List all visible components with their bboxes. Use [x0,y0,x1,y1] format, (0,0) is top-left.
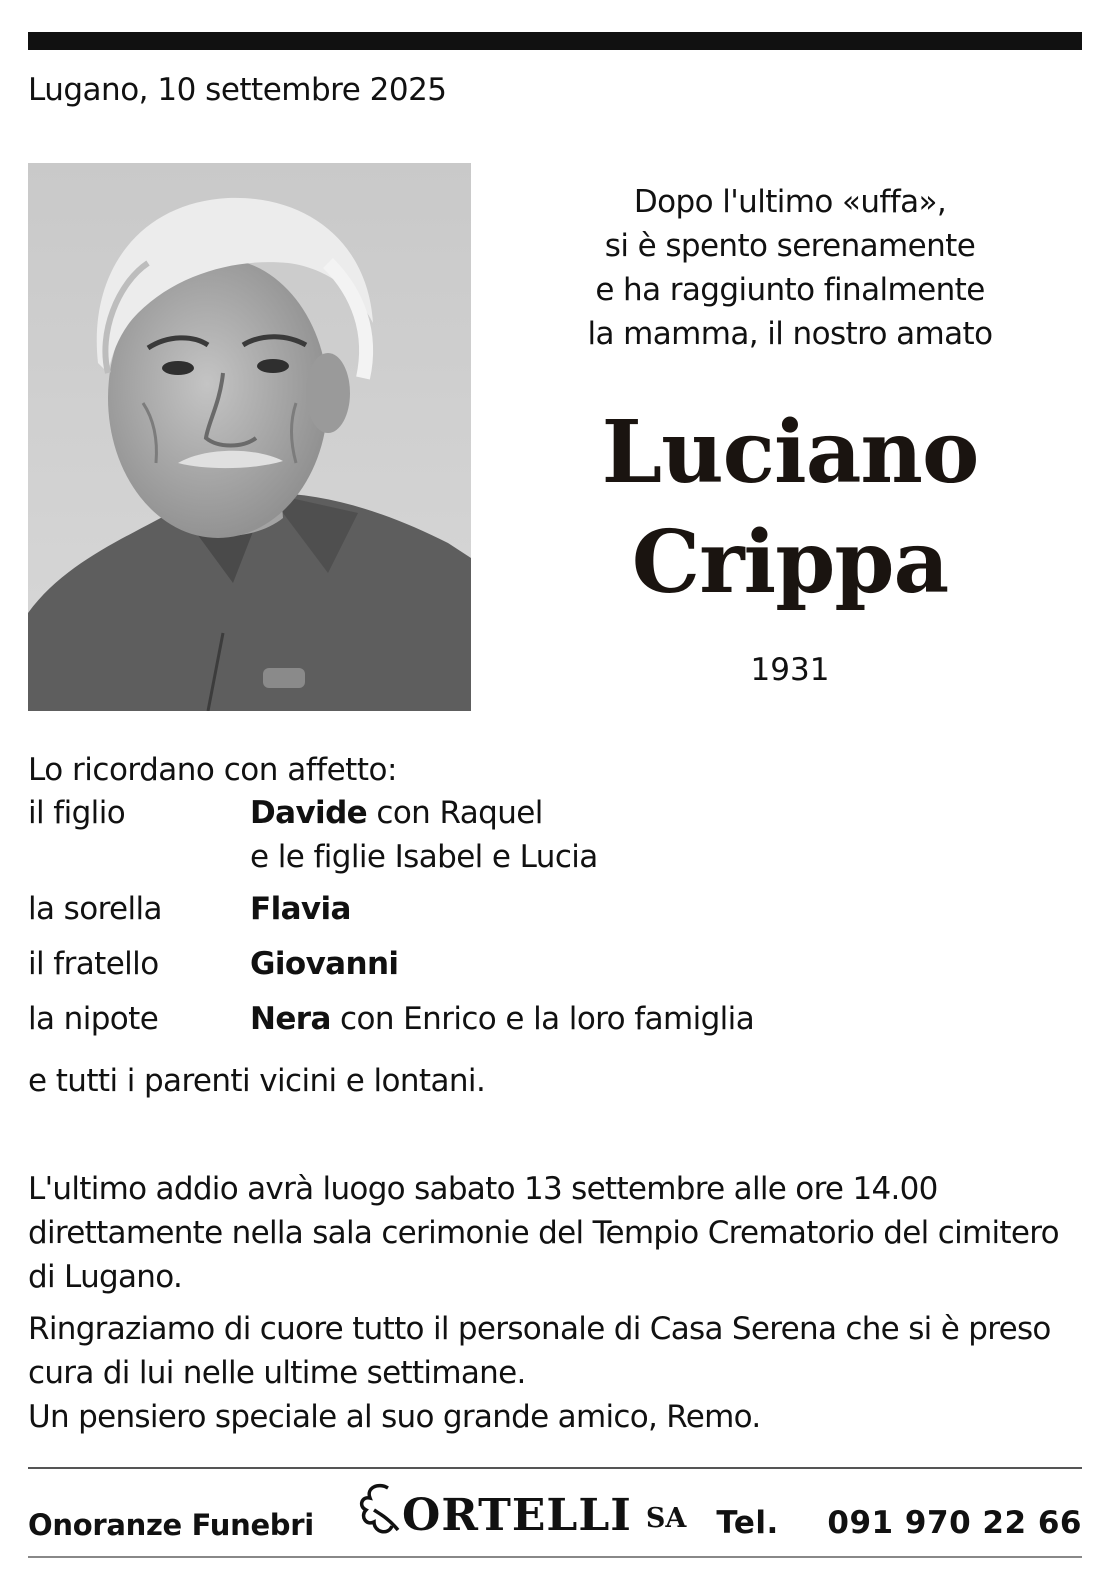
mourner-names [250,795,598,891]
funeral-paragraph [28,1167,1078,1299]
funeral-line: direttamente nella sala cerimonie del Tempio Crematorio del cimitero [28,1215,1059,1251]
mourner-relation: il fratello [28,946,159,982]
mourner-name: Davide [250,795,368,831]
phone-label: Tel. [716,1505,779,1541]
funeral-line: di Lugano. [28,1259,183,1295]
intro-line: si è spento serenamente [604,228,976,264]
mourners-heading: Lo ricordano con affetto: [28,752,397,788]
mourners-closing: e tutti i parenti vicini e lontani. [28,1063,486,1099]
mourner-extra: e le figlie Isabel e Lucia [250,839,598,875]
mourner-name: Giovanni [250,946,399,982]
intro-line: Dopo l'ultimo «uffa», [633,184,947,220]
mourner-rest: con Enrico e la loro famiglia [340,1001,755,1037]
funeral-line: L'ultimo addio avrà luogo sabato 13 settembre alle ore 14.00 [28,1171,938,1207]
portrait-photo [28,163,471,711]
thanks-line: Un pensiero speciale al suo grande amico, Remo. [28,1399,761,1435]
service-label: Onoranze Funebri [28,1508,314,1542]
portrait-illustration [28,163,471,711]
deceased-name [555,398,1025,618]
mourners-list [28,795,1028,1056]
intro-line: la mamma, il nostro amato [587,316,993,352]
first-name: Luciano [601,402,979,503]
birth-year: 1931 [750,652,830,688]
phone-contact [716,1505,1082,1541]
mourner-rest: con Raquel [376,795,543,831]
mourner-relation: la sorella [28,891,162,927]
mourner-row [28,891,1028,946]
intro-line: e ha raggiunto finalmente [595,272,985,308]
mourner-row [28,946,1028,1001]
mourner-row [28,1001,1028,1056]
thanks-line: cura di lui nelle ultime settimane. [28,1355,526,1391]
date-line: Lugano, 10 settembre 2025 [28,72,447,108]
footer-top-rule [28,1467,1082,1469]
company-name: ORTELLI [402,1490,632,1541]
mourner-relation: la nipote [28,1001,159,1037]
top-rule [28,32,1082,50]
thanks-paragraph [28,1307,1078,1439]
clover-logo-icon [358,1480,402,1542]
thanks-line: Ringraziamo di cuore tutto il personale di Casa Serena che si è preso [28,1311,1051,1347]
intro-text [570,180,1010,356]
company-logo [358,1478,686,1542]
mourner-name: Flavia [250,891,351,927]
mourner-name: Nera [250,1001,331,1037]
phone-number: 091 970 22 66 [827,1505,1082,1541]
footer-bottom-rule [28,1556,1082,1558]
last-name: Crippa [631,512,949,613]
mourner-relation: il figlio [28,795,126,831]
mourner-row [28,795,1028,891]
company-suffix: SA [645,1503,687,1534]
